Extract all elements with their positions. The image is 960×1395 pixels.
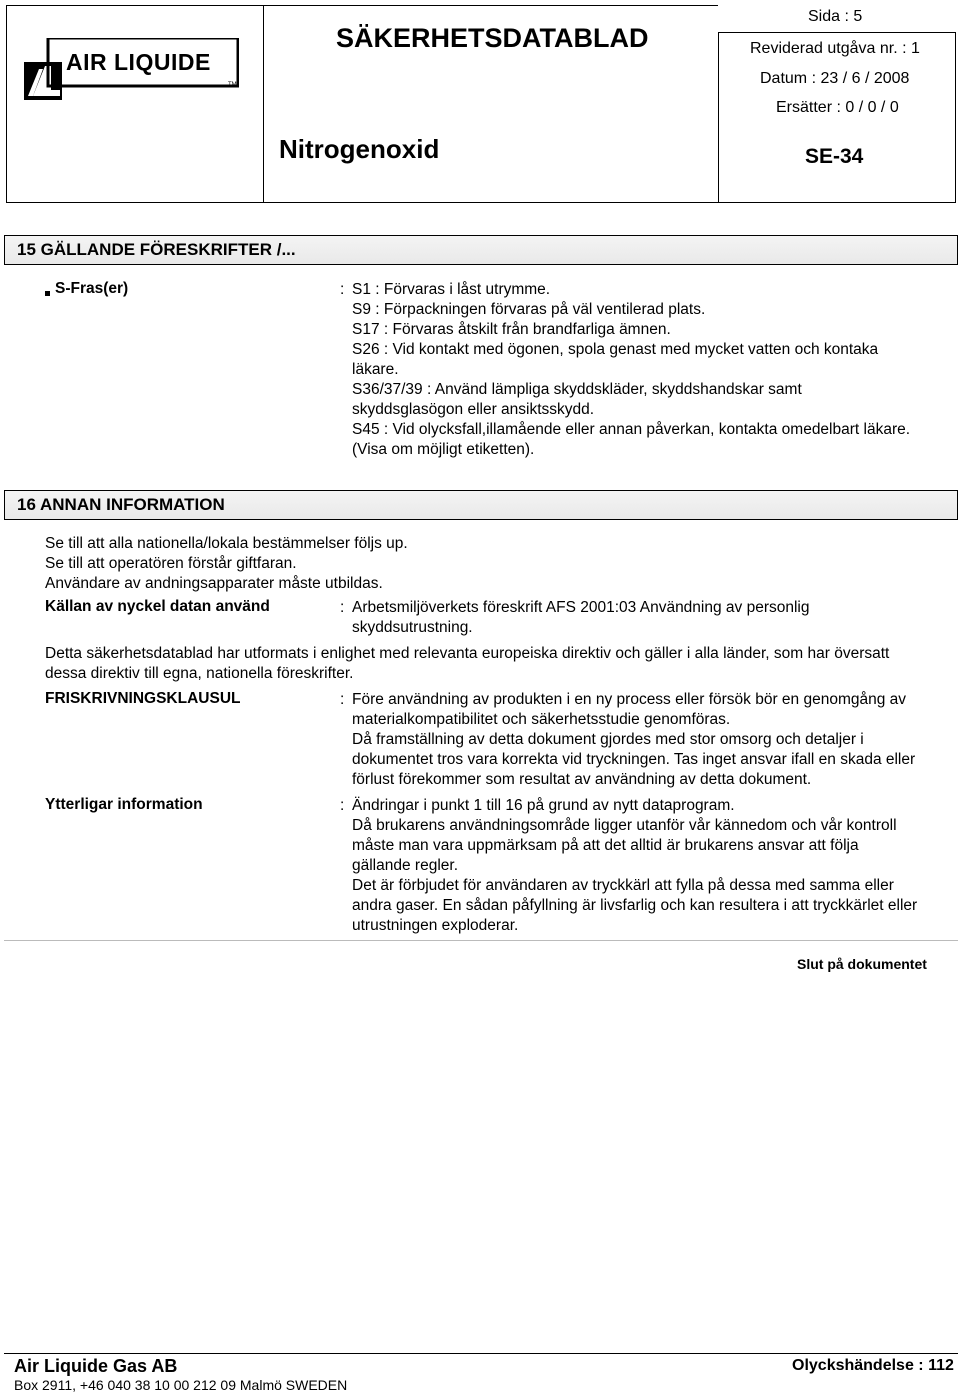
section-16-intro [45, 534, 408, 594]
s-phrases-label: S-Fras(er) [55, 280, 129, 297]
logo-cell [6, 5, 264, 203]
further-info-text [352, 796, 952, 936]
s-phrase-line: läkare. [352, 361, 399, 378]
s-phrase-line: skyddsglasögon eller ansiktsskydd. [352, 401, 595, 418]
page-number: Sida : 5 [808, 8, 863, 25]
footer-emergency: Olyckshändelse : 112 [792, 1357, 954, 1374]
document-code: SE-34 [805, 145, 864, 168]
brand-name: AIR LIQUIDE [66, 49, 211, 75]
footer-address: Box 2911, +46 040 38 10 00 212 09 Malmö SWEDEN [14, 1377, 348, 1393]
intro-line: Användare av andningsapparater måste utbildas. [45, 575, 383, 592]
section-divider [4, 940, 958, 941]
s-phrase-line: (Visa om möjligt etiketten). [352, 441, 535, 458]
s-phrase-line: S17 : Förvaras åtskilt från brandfarliga ämnen. [352, 321, 671, 338]
compliance-text [45, 644, 950, 684]
compliance-line: dessa direktiv till egna, nationella föreskrifter. [45, 665, 354, 682]
further-info-colon: : [340, 797, 345, 814]
further-info-line: gällande regler. [352, 857, 458, 874]
source-line: skyddsutrustning. [352, 619, 473, 636]
further-info-label: Ytterligar information [45, 796, 203, 813]
further-info-line: Det är förbjudet för användaren av tryckkärl att fylla på dessa med samma eller [352, 877, 894, 894]
replaces-date: Ersätter : 0 / 0 / 0 [776, 99, 899, 116]
disclaimer-line: dokumentet tros vara korrekta vid tryckningen. Tas inget ansvar ifall en skada eller [352, 751, 916, 768]
source-label: Källan av nyckel datan använd [45, 598, 270, 615]
disclaimer-text [352, 690, 952, 790]
source-text [352, 598, 952, 638]
section-15-heading: 15 GÄLLANDE FÖRESKRIFTER /... [4, 235, 958, 265]
disclaimer-line: Då framställning av detta dokument gjordes med stor omsorg och detaljer i [352, 731, 864, 748]
disclaimer-line: förlust förekommer som resultat av användning av detta dokument. [352, 771, 812, 788]
document-title: SÄKERHETSDATABLAD [336, 23, 649, 53]
further-info-line: Ändringar i punkt 1 till 16 på grund av nytt dataprogram. [352, 797, 735, 814]
further-info-line: utrustningen exploderar. [352, 917, 519, 934]
s-phrases-colon: : [340, 281, 345, 298]
further-info-line: andra gaser. En sådan påfyllning är livsfarlig och kan resultera i att tryckkärlet eller [352, 897, 918, 914]
source-line: Arbetsmiljöverkets föreskrift AFS 2001:03 Användning av personlig [352, 599, 810, 616]
footer-divider [4, 1353, 958, 1354]
product-name: Nitrogenoxid [279, 134, 440, 164]
s-phrases-list [352, 280, 952, 460]
intro-line: Se till att operatören förstår giftfaran. [45, 555, 297, 572]
disclaimer-label: FRISKRIVNINGSKLAUSUL [45, 690, 241, 707]
s-phrase-line: S1 : Förvaras i låst utrymme. [352, 281, 551, 298]
disclaimer-colon: : [340, 691, 345, 708]
revision-date: Datum : 23 / 6 / 2008 [760, 70, 910, 87]
brand-trademark: TM [228, 82, 237, 88]
revision-number: Reviderad utgåva nr. : 1 [750, 40, 920, 57]
disclaimer-line: Före användning av produkten i en ny process eller försök bör en genomgång av [352, 691, 907, 708]
further-info-line: måste man vara uppmärksam på att det alltid är brukarens ansvar att följa [352, 837, 859, 854]
compliance-line: Detta säkerhetsdatablad har utformats i enlighet med relevanta europeiska direktiv och gäller i alla länder, som har översatt [45, 645, 890, 662]
s-phrase-line: S9 : Förpackningen förvaras på väl ventilerad plats. [352, 301, 706, 318]
intro-line: Se till att alla nationella/lokala bestämmelser följs up. [45, 535, 408, 552]
footer-company: Air Liquide Gas AB [14, 1356, 178, 1376]
section-16-heading: 16 ANNAN INFORMATION [4, 490, 958, 520]
bullet-icon [45, 291, 50, 296]
source-colon: : [340, 599, 345, 616]
s-phrase-line: S45 : Vid olycksfall,illamående eller annan påverkan, kontakta omedelbart läkare. [352, 421, 911, 438]
further-info-line: Då brukarens användningsområde ligger utanför vår kännedom och vår kontroll [352, 817, 897, 834]
s-phrase-line: S36/37/39 : Använd lämpliga skyddskläder, skyddshandskar samt [352, 381, 802, 398]
end-of-document: Slut på dokumentet [797, 956, 927, 972]
s-phrase-line: S26 : Vid kontakt med ögonen, spola genast med mycket vatten och kontaka [352, 341, 879, 358]
disclaimer-line: materialkompatibilitet och säkerhetsstudie genomföras. [352, 711, 731, 728]
